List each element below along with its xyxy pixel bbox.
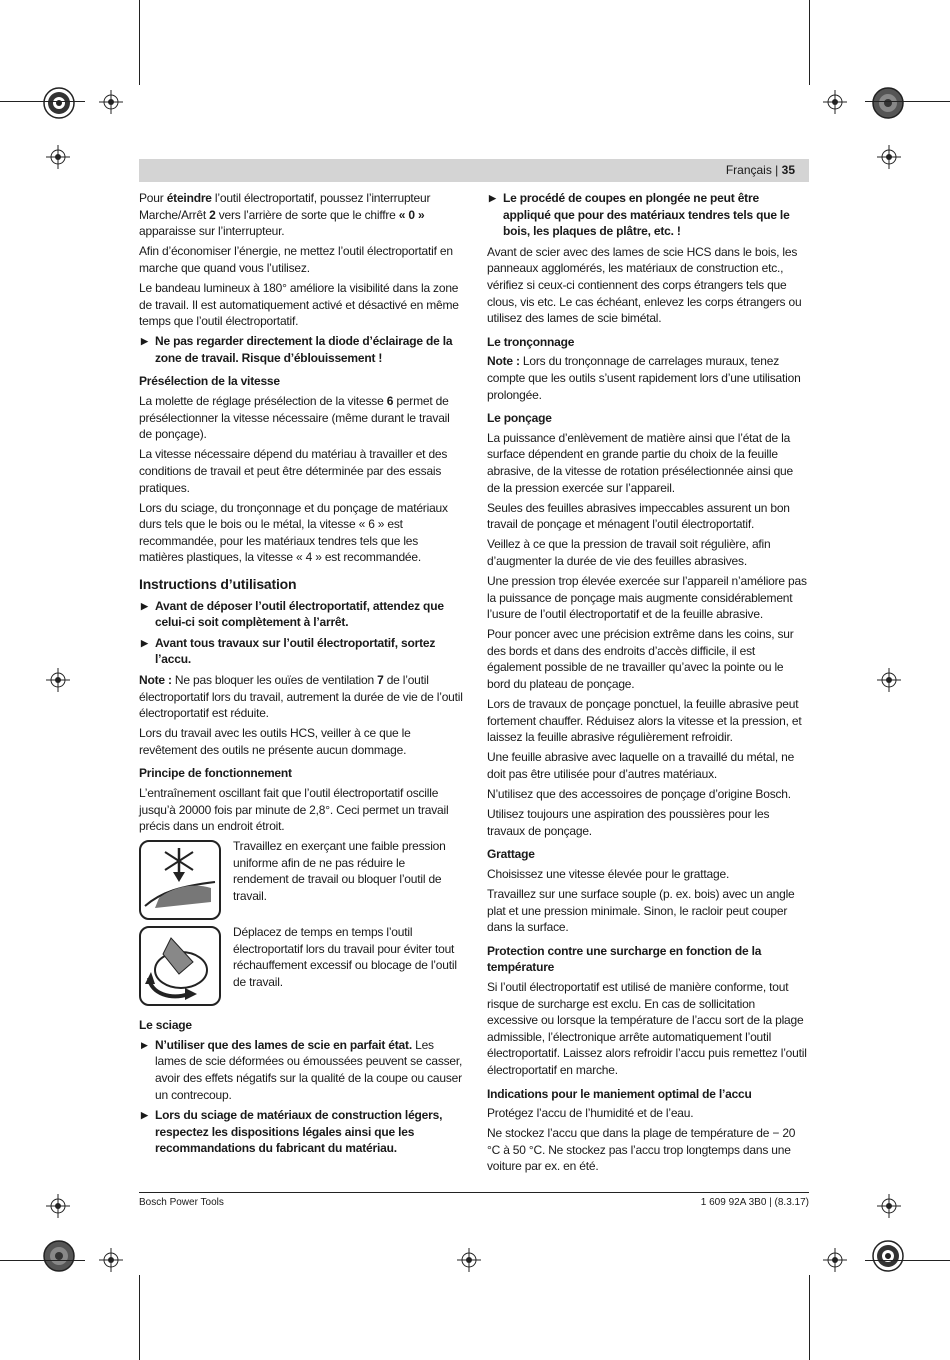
paragraph: Veillez à ce que la pression de travail soit régulière, afin d’augmenter la durée de vie des feuilles abrasives. [487, 537, 771, 568]
paragraph: Choisissez une vitesse élevée pour le grattage. [487, 866, 730, 881]
paragraph: Pour éteindre l’outil électroportatif, poussez l’interrupteur Marche/Arrêt 2 vers l’arrière de sorte que le chiffre « 0 » apparaisse sur l’interrupteur. [139, 191, 431, 239]
crosshair-mark-icon [877, 1194, 901, 1218]
section-heading: Grattage [487, 847, 535, 862]
crosshair-mark-icon [457, 1248, 481, 1272]
paragraph: L’entraînement oscillant fait que l’outil électroportatif oscille jusqu’à 20000 fois par minute de 2,8°. Ceci permet un travail précis dans un endroit étroit. [139, 786, 449, 834]
section-heading: Présélection de la vitesse [139, 374, 280, 389]
paragraph: Si l’outil électroportatif est utilisé de manière conforme, tout risque de surcharge est exclu. En cas de sollicitation excessive ou lorsque la température de l’accu sort de la plage admissible, l’électronique arrête automatiquement l’outil électroportatif. Laissez alors refroidir l’accu puis remettez l’outil électroportatif en marche. [487, 980, 807, 1077]
figure-row [139, 838, 463, 924]
paragraph: Le bandeau lumineux à 180° améliore la visibilité dans la zone de travail. Il est automatiquement activé et désactivé en même temps que l’outil électroportatif. [139, 280, 459, 329]
trim-line [809, 1275, 810, 1360]
warning-bullet: ▶ Avant tous travaux sur l’outil électroportatif, sortez l’accu. [139, 635, 463, 668]
crosshair-mark-icon [46, 1194, 70, 1218]
figure-row [139, 924, 463, 1010]
paragraph: Pour poncer avec une précision extrême dans les coins, sur des bords et dans des endroits d’accès difficile, il est également possible de ne travailler qu’avec la pointe ou le bord du plateau de ponçage. [487, 627, 794, 692]
crosshair-mark-icon [877, 145, 901, 169]
section-heading: Le tronçonnage [487, 334, 575, 349]
paragraph: Utilisez toujours une aspiration des poussières pour les travaux de ponçage. [487, 807, 770, 838]
trim-line [865, 101, 950, 102]
footer-brand: Bosch Power Tools [139, 1197, 224, 1208]
header-separator: | [775, 163, 779, 177]
paragraph: Seules des feuilles abrasives impeccables assurent un bon travail de ponçage et ménagent l’outil électroportatif. [487, 500, 790, 532]
movement-figure-icon [139, 926, 221, 1006]
crosshair-mark-icon [877, 668, 901, 692]
crosshair-mark-icon [823, 90, 847, 114]
paragraph: Lors du sciage, du tronçonnage et du ponçage de matériaux durs tels que le bois ou le métal, la vitesse « 6 » est recommandée, pour les matériaux tendres tels que les matières plastiques, la vitesse « 4 » est recommandée. [139, 500, 448, 565]
figure-caption: Travaillez en exerçant une faible pression uniforme afin de ne pas réduire le rendement de travail ou bloquer l’outil de travail. [233, 839, 446, 904]
trim-line [865, 1260, 950, 1261]
crosshair-mark-icon [99, 90, 123, 114]
color-bar-mark-icon [872, 87, 904, 119]
crosshair-mark-icon [46, 668, 70, 692]
trim-line [139, 1275, 140, 1360]
footer-document-id: 1 609 92A 3B0 | (8.3.17) [700, 1197, 809, 1208]
trim-line [0, 1260, 85, 1261]
page-header [139, 159, 809, 182]
left-column [139, 190, 463, 1161]
paragraph: La molette de réglage présélection de la vitesse 6 permet de présélectionner la vitesse nécessaire (même durant le travail de ponçage). [139, 394, 450, 442]
warning-bullet: ▶ Ne pas regarder directement la diode d’éclairage de la zone de travail. Risque d’éblouissement ! [139, 333, 463, 366]
paragraph: Lors de travaux de ponçage ponctuel, la feuille abrasive peut fortement chauffer. Réduisez alors la vitesse et la pression, et laissez la feuille abrasive régulièrement refroidir. [487, 697, 802, 745]
section-heading: Indications pour le maniement optimal de l’accu [487, 1086, 752, 1101]
right-column [487, 190, 809, 1179]
trim-line [0, 101, 85, 102]
paragraph: Protégez l’accu de l’humidité et de l’eau. [487, 1106, 694, 1121]
header-language: Français [725, 163, 772, 177]
section-heading: Principe de fonctionnement [139, 766, 292, 781]
warning-bullet: ▶ Avant de déposer l’outil électroportatif, attendez que celui-ci soit complètement à l’arrêt. [139, 598, 463, 631]
paragraph: N’utilisez que des accessoires de ponçage d’origine Bosch. [487, 787, 791, 802]
page-number: 35 [781, 163, 795, 177]
trim-line [809, 0, 810, 85]
warning-bullet: ▶ N’utiliser que des lames de scie en parfait état. Les lames de scie déformées ou émoussées peuvent se casser, avoir des effets négatifs sur la qualité de la coupe ou causer un contrecoup. [139, 1037, 463, 1103]
crosshair-mark-icon [46, 145, 70, 169]
paragraph: La vitesse nécessaire dépend du matériau à travailler et des conditions de travail et peut être déterminée par des essais pratiques. [139, 447, 448, 495]
paragraph: Note : Lors du tronçonnage de carrelages muraux, tenez compte que les outils s’usent rapidement lors d’une utilisation prolongée. [487, 354, 801, 402]
section-heading: Le ponçage [487, 411, 552, 426]
registration-mark-icon [43, 87, 75, 119]
section-heading: Instructions d’utilisation [139, 575, 297, 592]
section-heading: Protection contre une surcharge en fonction de la température [487, 943, 762, 975]
paragraph: Une feuille abrasive avec laquelle on a travaillé du métal, ne doit pas être utilisée pour d’autres matériaux. [487, 750, 795, 781]
paragraph: La puissance d’enlèvement de matière ainsi que l’état de la surface dépendent en grande partie du choix de la feuille abrasive, de la vitesse de rotation présélectionnée ainsi que de la pression exercée sur l’appareil. [487, 430, 793, 495]
paragraph: Travaillez sur une surface souple (p. ex. bois) avec un angle plat et une pression minimale. Sinon, le racloir peut couper dans la surface. [487, 887, 795, 935]
paragraph: Une pression trop élevée exercée sur l’appareil n’améliore pas la puissance de ponçage mais augmente considérablement l’usure de l’outil électroportatif et de la feuille abrasive. [487, 573, 807, 622]
paragraph: Ne stockez l’accu que dans la plage de température de − 20 °C à 50 °C. Ne stockez pas l’accu trop longtemps dans une voiture par ex. en été. [487, 1126, 796, 1174]
warning-bullet: ▶ Lors du sciage de matériaux de construction légers, respectez les dispositions légales ainsi que les recommandations du fabricant du matériau. [139, 1107, 463, 1157]
color-bar-mark-icon [43, 1240, 75, 1272]
paragraph: Avant de scier avec des lames de scie HCS dans le bois, les panneaux agglomérés, les matériaux de construction etc., vérifiez si ceux-ci contiennent des corps étrangers tels que clous, vis etc. Le cas échéant, enlevez les corps étrangers ou utilisez des lames de scie bimétal. [487, 244, 802, 326]
trim-line [139, 0, 140, 85]
registration-mark-icon [872, 1240, 904, 1272]
pressure-figure-icon [139, 840, 221, 920]
warning-bullet: ▶ Le procédé de coupes en plongée ne peut être appliqué que pour des matériaux tendres tels que le bois, les plaques de plâtre, etc. ! [487, 190, 809, 240]
paragraph: Note : Ne pas bloquer les ouïes de ventilation 7 de l’outil électroportatif lors du travail, autrement la durée de vie de l’outil électroportatif est réduite. [139, 672, 463, 721]
paragraph: Lors du travail avec les outils HCS, veiller à ce que le revêtement des outils ne présente aucun dommage. [139, 726, 411, 757]
crosshair-mark-icon [823, 1248, 847, 1272]
section-heading: Le sciage [139, 1018, 192, 1033]
crosshair-mark-icon [99, 1248, 123, 1272]
footer-divider [139, 1192, 809, 1193]
paragraph: Afin d’économiser l’énergie, ne mettez l’outil électroportatif en marche que quand vous l’utilisez. [139, 244, 453, 275]
header-label [726, 163, 795, 177]
figure-caption: Déplacez de temps en temps l’outil électroportatif lors du travail pour éviter tout réchauffement excessif ou blocage de l’outil de travail. [233, 925, 457, 990]
